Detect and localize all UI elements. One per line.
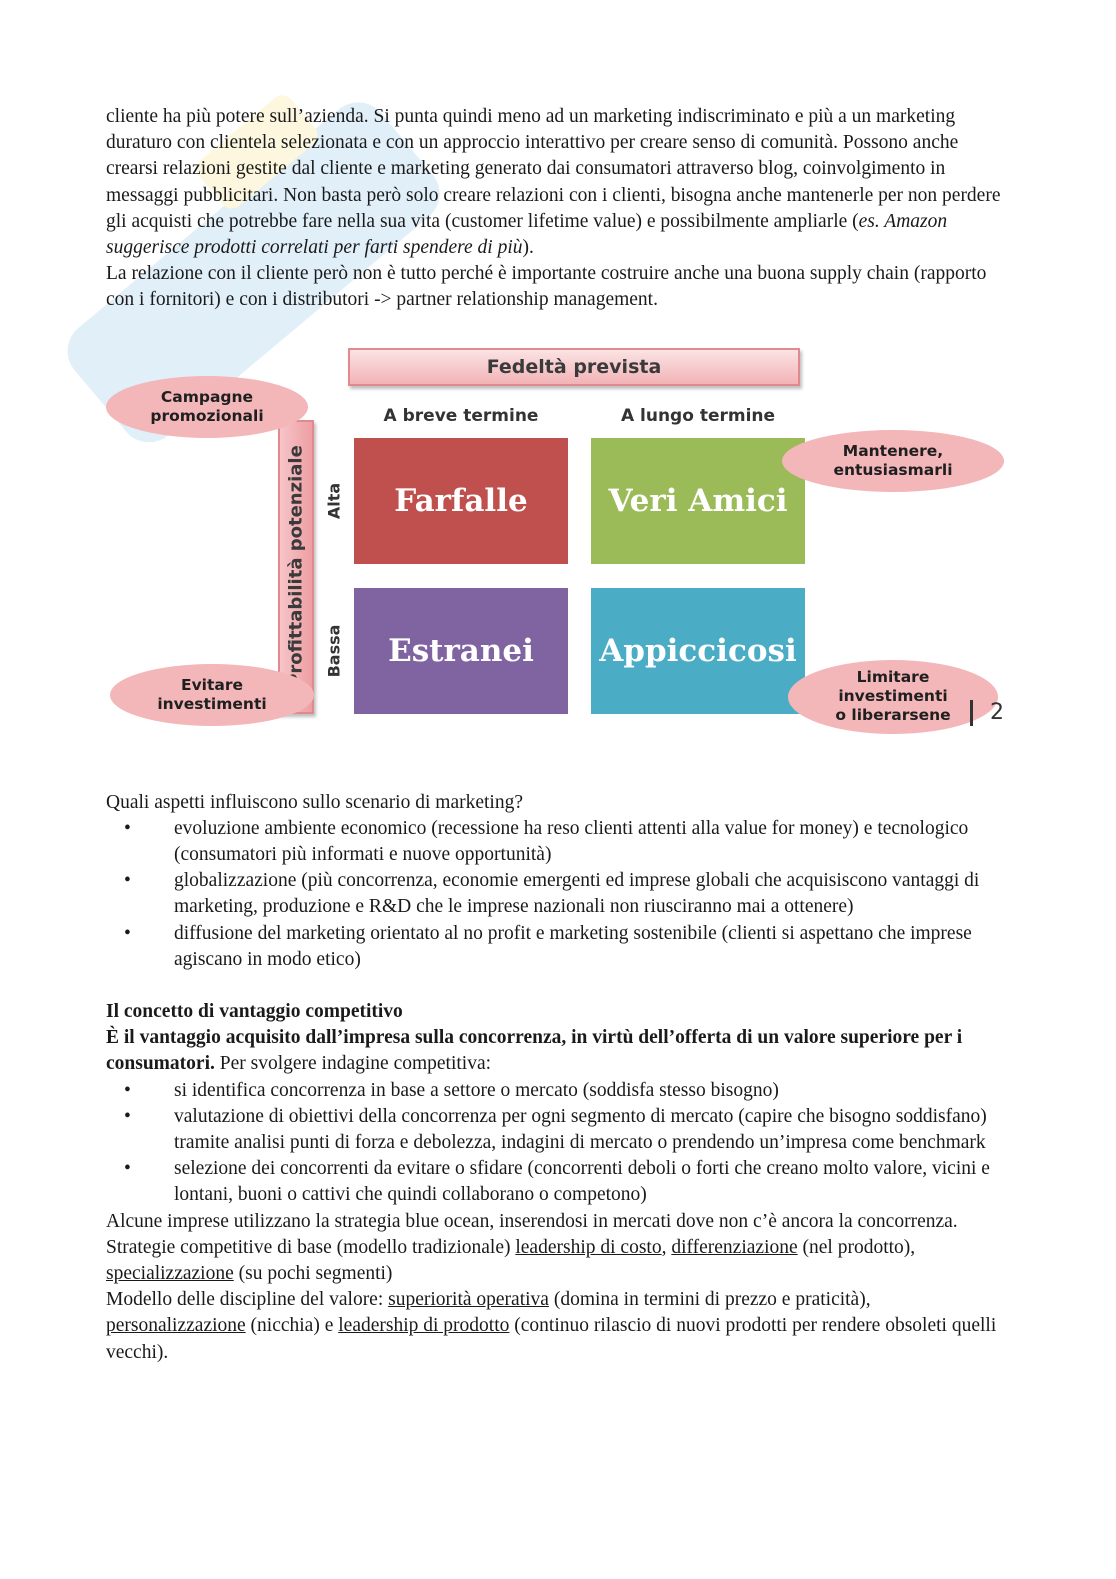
list-item: • globalizzazione (più concorrenza, economie emergenti ed imprese globali che acquisiscono vantaggi di marketing, produzione e R&D che le imprese nazionali non riusciranno mai a ottenere) <box>124 870 980 918</box>
intro-paragraph: cliente ha più potere sull’azienda. Si punta quindi meno ad un marketing indiscriminato e più a un marketing duraturo con clientela selezionata e con un approccio interattivo per creare senso di comunità. Possono anche crearsi relazioni gestite dal cliente e marketing generato dai consumatori attraverso blog, coinvolgimento in messaggi pubblicitari. Non basta però solo creare relazioni con i clienti, bisogna anche mantenerle per non perdere gli acquisti che potrebbe fare nella sua vita (customer lifetime value) e possibilmente ampliarle (es. Amazon suggerisce prodotti correlati per farti spendere di più). <box>106 106 1001 259</box>
customer-loyalty-matrix <box>106 344 1006 744</box>
loyalty-header: Fedeltà prevista <box>348 348 800 386</box>
list-item: • selezione dei concorrenti da evitare o sfidare (concorrenti deboli o forti che creano molto valore, vicini e lontani, buoni o cattivi che quindi collaborano o competono) <box>124 1158 990 1206</box>
scenario-question: Quali aspetti influiscono sullo scenario di marketing? <box>106 791 523 813</box>
row-label-high: Alta <box>324 482 344 519</box>
quadrant-appiccicosi: Appiccicosi <box>591 588 805 714</box>
list-item: • evoluzione ambiente economico (recessione ha reso clienti attenti alla value for money) e tecnologico (consumatori più informati e nuove opportunità) <box>124 817 969 866</box>
oval-mantenere-entusiasmarli: Mantenere, entusiasmarli <box>782 430 1004 492</box>
blue-ocean-paragraph: Alcune imprese utilizzano la strategia blue ocean, inserendosi in mercati dove non c’è ancora la concorrenza. <box>106 1210 958 1232</box>
supply-chain-paragraph: La relazione con il cliente però non è tutto perché è importante costruire anche una buona supply chain (rapporto con i fornitori) e con i distributori -> partner relationship management. <box>106 263 987 311</box>
slide-divider <box>970 700 973 726</box>
definition-paragraph: È il vantaggio acquisito dall’impresa sulla concorrenza, in virtù dell’offerta di un valore superiore per i consumatori. Per svolgere indagine competitiva: <box>106 1027 963 1075</box>
scenario-list <box>106 816 1006 973</box>
competitive-analysis-list <box>106 1078 1006 1209</box>
quadrant-veri-amici: Veri Amici <box>591 438 805 564</box>
row-label-low: Bassa <box>324 624 344 678</box>
quadrant-farfalle: Farfalle <box>354 438 568 564</box>
slide-number: 2 <box>990 699 1004 725</box>
section-heading: Il concetto di vantaggio competitivo <box>106 1001 403 1023</box>
strategies-paragraph: Strategie competitive di base (modello tradizionale) leadership di costo, differenziazione (nel prodotto), specializzazione (su pochi segmenti) <box>106 1236 916 1285</box>
list-item: • si identifica concorrenza in base a settore o mercato (soddisfa stesso bisogno) <box>124 1079 779 1101</box>
profitability-axis-label: Profittabilità potenziale <box>285 444 307 687</box>
column-label-short-term: A breve termine <box>383 405 539 426</box>
quadrant-estranei: Estranei <box>354 588 568 714</box>
oval-evitare-investimenti: Evitare investimenti <box>110 664 314 726</box>
list-item: • valutazione di obiettivi della concorrenza per ogni segmento di mercato (capire che bisogno soddisfano) tramite analisi punti di forza e debolezza, indagini di mercato o prendendo un’impresa come benchmark <box>124 1105 987 1154</box>
oval-limitare-investimenti: Limitare investimenti o liberarsene <box>788 660 998 734</box>
column-label-long-term: A lungo termine <box>620 405 776 426</box>
value-disciplines-paragraph: Modello delle discipline del valore: superiorità operativa (domina in termini di prezzo e praticità), personalizzazione (nicchia) e leadership di prodotto (continuo rilascio di nuovi prodotti per rendere obsoleti quelli vecchi). <box>106 1289 997 1363</box>
document-page <box>106 104 1006 1366</box>
list-item: • diffusione del marketing orientato al no profit e marketing sostenibile (clienti si aspettano che imprese agiscano in modo etico) <box>124 922 972 970</box>
oval-campagne-promozionali: Campagne promozionali <box>106 376 308 438</box>
